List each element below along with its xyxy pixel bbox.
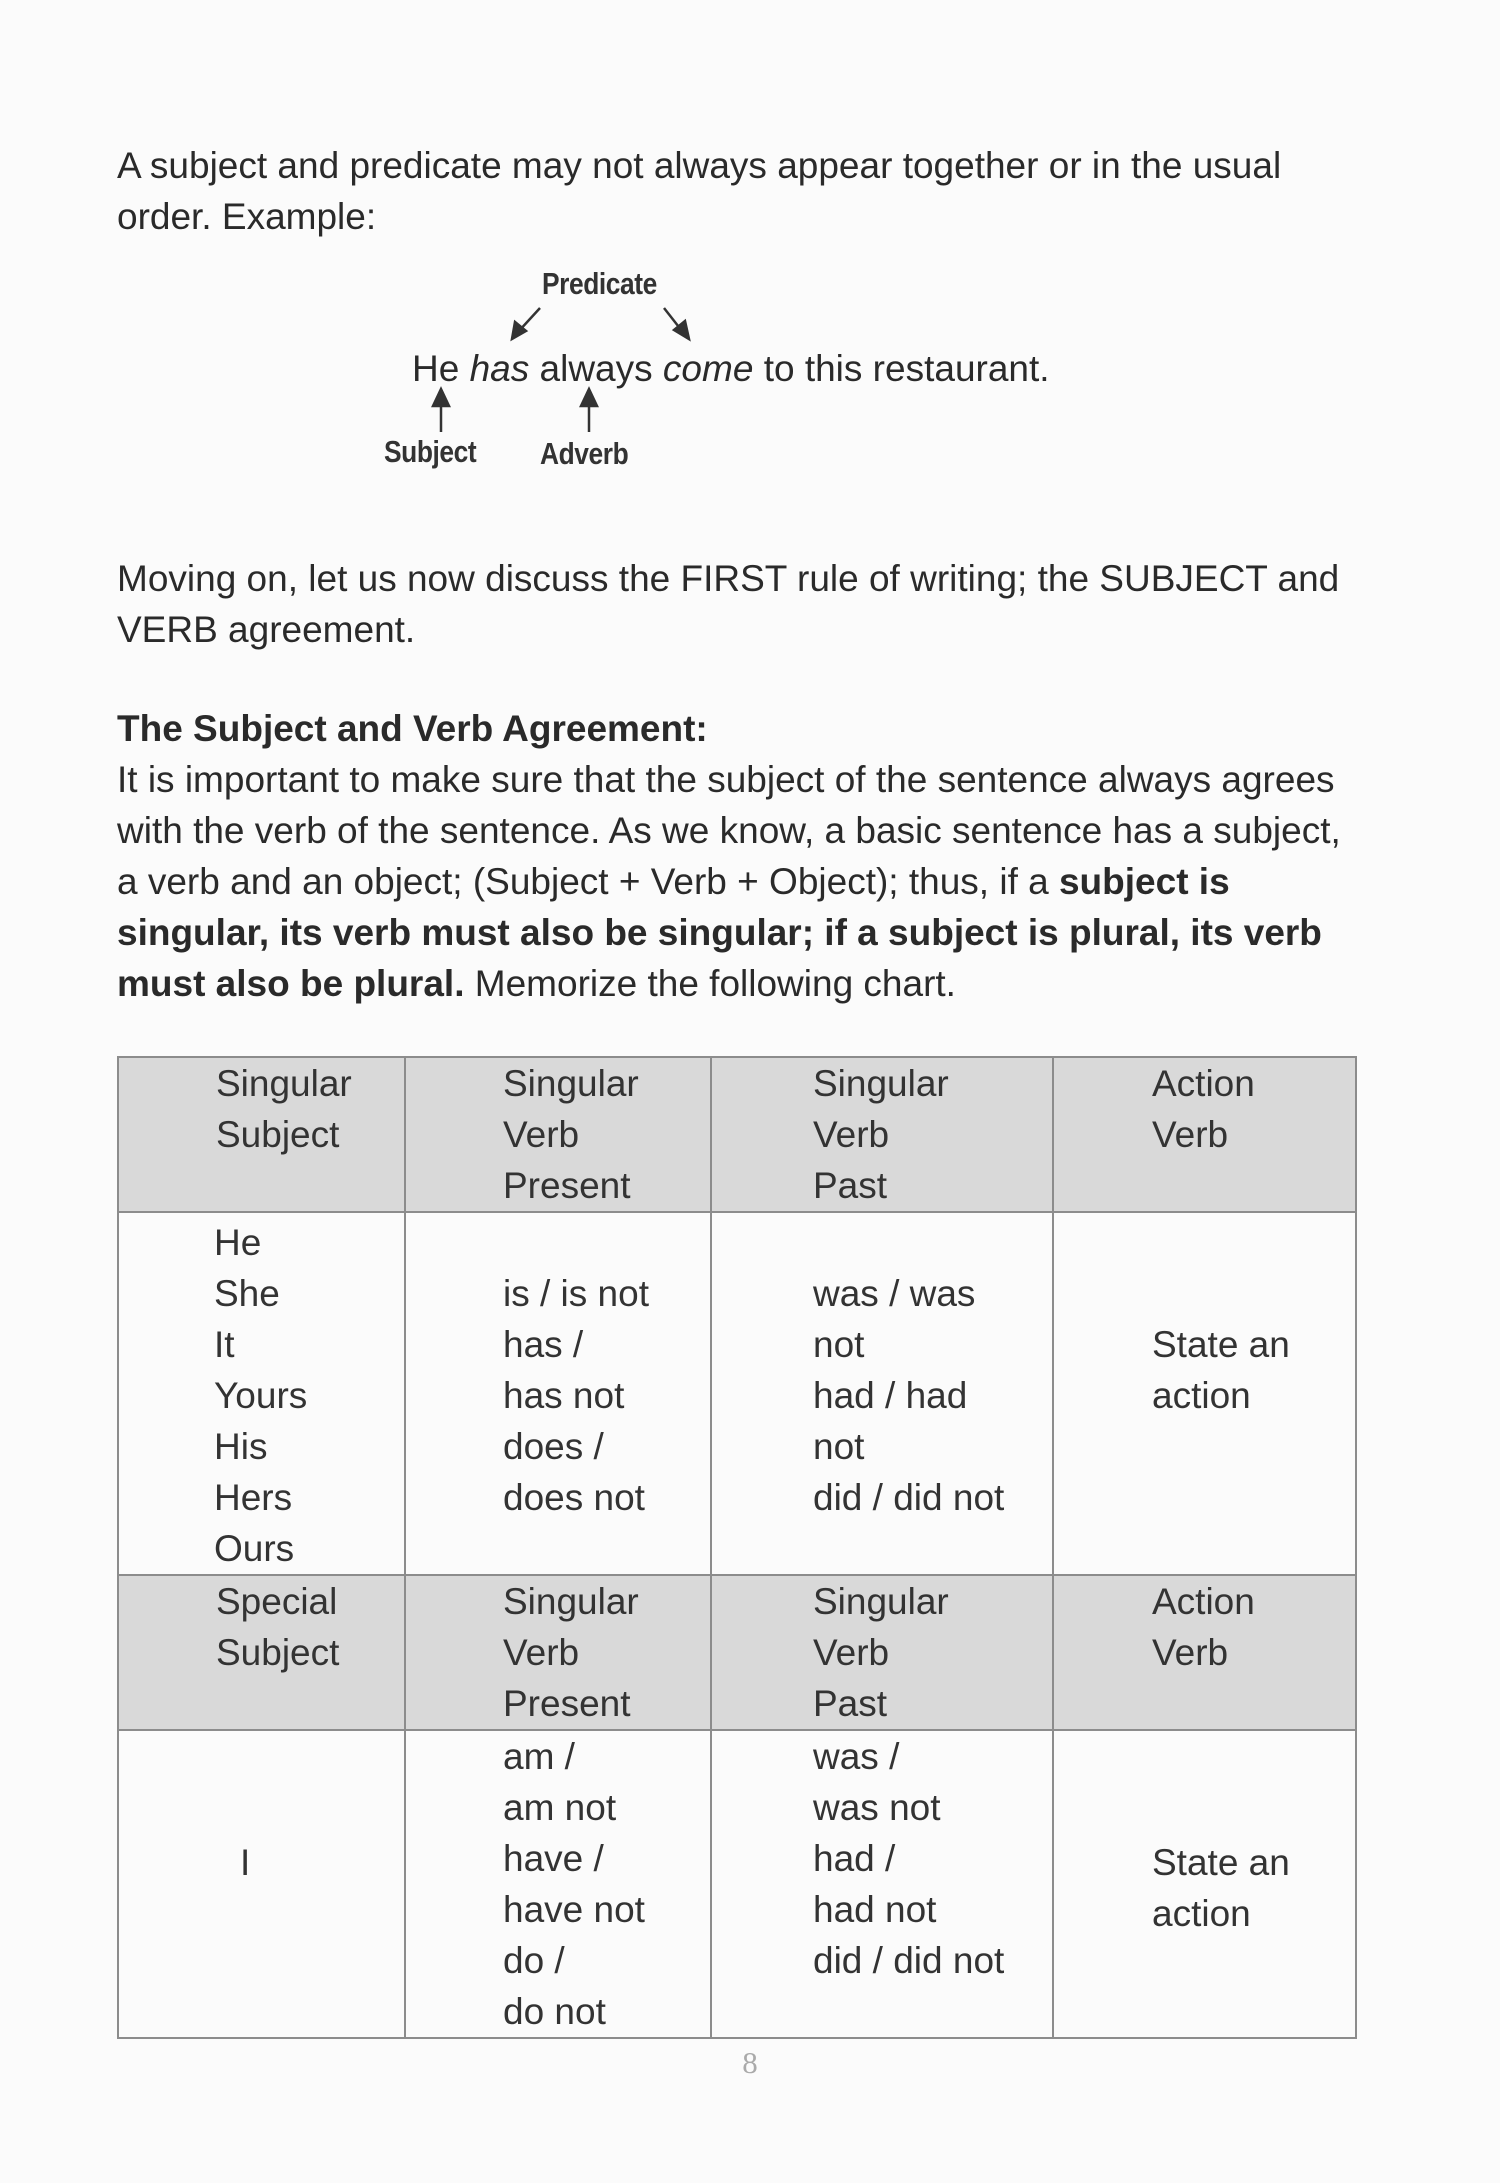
moving-on-paragraph: [117, 553, 1357, 655]
header-cell: [405, 1575, 711, 1730]
agreement-rule-bold: subject is singular, its verb must also be singular; if a subject is plural, its verb must also be plural.: [117, 861, 1322, 1004]
header-text: Past: [813, 1165, 888, 1206]
present-item: am not: [503, 1787, 617, 1828]
example-diagram: [0, 0, 1500, 520]
past-item: not: [813, 1426, 865, 1467]
present-cell: [405, 1212, 711, 1575]
header-text: Verb: [813, 1114, 890, 1155]
sentence-rest: to this restaurant.: [763, 348, 1050, 389]
header-text: Present: [503, 1165, 631, 1206]
agreement-text: It is important to make sure that the subject of the sentence always agrees with the verb of the sentence. As we know, a basic sentence has a subject, a verb and an object; (Subject + Verb + Object); thus, if a: [117, 759, 1341, 902]
action-item: State an: [1152, 1842, 1290, 1883]
header-text: Past: [813, 1683, 888, 1724]
header-text: Action: [1152, 1063, 1255, 1104]
agreement-chart: [117, 1056, 1357, 2039]
present-item: have not: [503, 1889, 645, 1930]
header-cell: [405, 1057, 711, 1212]
past-item: not: [813, 1324, 865, 1365]
chart-header-row: [118, 1057, 1356, 1212]
word-has: has: [469, 348, 530, 389]
header-text: Verb: [1152, 1632, 1229, 1673]
past-item: had / had: [813, 1375, 968, 1416]
past-item: was /: [813, 1736, 900, 1777]
predicate-label: Predicate: [542, 266, 657, 301]
word-always: always: [539, 348, 653, 389]
subject-item: Yours: [214, 1375, 308, 1416]
present-item: does not: [503, 1477, 645, 1518]
present-item: do /: [503, 1940, 565, 1981]
subject-item: I: [240, 1842, 251, 1883]
subject-item: His: [214, 1426, 268, 1467]
past-item: was / was: [813, 1273, 976, 1314]
subject-item: It: [214, 1324, 235, 1365]
subject-item: She: [214, 1273, 280, 1314]
present-cell: [405, 1730, 711, 2038]
subjects-cell: [118, 1730, 405, 2038]
present-item: has not: [503, 1375, 625, 1416]
header-text: Verb: [503, 1632, 580, 1673]
header-cell: [1053, 1575, 1356, 1730]
subject-item: He: [214, 1222, 262, 1263]
past-item: was not: [813, 1787, 941, 1828]
present-item: does /: [503, 1426, 604, 1467]
header-cell: [1053, 1057, 1356, 1212]
subjects-cell: [118, 1212, 405, 1575]
agreement-instruction: Memorize the following chart.: [474, 963, 956, 1004]
word-come: come: [662, 348, 754, 389]
action-cell: [1053, 1212, 1356, 1575]
header-text: Singular: [216, 1063, 352, 1104]
chart-row-special: [118, 1730, 1356, 2038]
arrows-graphic: [0, 0, 1500, 520]
present-item: is / is not: [503, 1273, 649, 1314]
intro-line-1: A subject and predicate may not always appear together or in the usual: [117, 145, 1282, 186]
past-item: had /: [813, 1838, 896, 1879]
chart-header-row-special: [118, 1575, 1356, 1730]
action-item: action: [1152, 1375, 1251, 1416]
header-text: Subject: [216, 1114, 340, 1155]
header-text: Present: [503, 1683, 631, 1724]
header-cell: [711, 1575, 1053, 1730]
adverb-label: Adverb: [540, 436, 629, 471]
header-text: Verb: [813, 1632, 890, 1673]
action-cell: [1053, 1730, 1356, 2038]
header-text: Singular: [503, 1063, 639, 1104]
header-cell: [118, 1575, 405, 1730]
header-text: Special: [216, 1581, 338, 1622]
header-cell: [118, 1057, 405, 1212]
past-cell: [711, 1730, 1053, 2038]
header-text: Subject: [216, 1632, 340, 1673]
header-text: Action: [1152, 1581, 1255, 1622]
header-text: Singular: [813, 1581, 949, 1622]
past-item: had not: [813, 1889, 937, 1930]
present-item: have /: [503, 1838, 604, 1879]
header-text: Verb: [503, 1114, 580, 1155]
agreement-section: [117, 703, 1357, 1009]
present-item: has /: [503, 1324, 584, 1365]
moving-on-line-2: VERB agreement.: [117, 609, 416, 650]
example-sentence: [412, 346, 1050, 392]
past-item: did / did not: [813, 1940, 1005, 1981]
moving-on-line-1: Moving on, let us now discuss the FIRST rule of writing; the SUBJECT and: [117, 558, 1340, 599]
present-item: am /: [503, 1736, 575, 1777]
section-heading: The Subject and Verb Agreement:: [117, 708, 708, 749]
action-item: State an: [1152, 1324, 1290, 1365]
agreement-paragraph: [117, 754, 1357, 1009]
subject-label: Subject: [384, 434, 477, 469]
header-text: Singular: [813, 1063, 949, 1104]
word-he: He: [412, 348, 460, 389]
intro-line-2: order. Example:: [117, 196, 377, 237]
action-item: action: [1152, 1893, 1251, 1934]
past-cell: [711, 1212, 1053, 1575]
header-text: Verb: [1152, 1114, 1229, 1155]
subject-item: Hers: [214, 1477, 293, 1518]
header-cell: [711, 1057, 1053, 1212]
header-text: Singular: [503, 1581, 639, 1622]
present-item: do not: [503, 1991, 606, 2032]
chart-row-singular: [118, 1212, 1356, 1575]
subject-item: Ours: [214, 1528, 295, 1569]
past-item: did / did not: [813, 1477, 1005, 1518]
page-number: 8: [742, 2045, 758, 2080]
